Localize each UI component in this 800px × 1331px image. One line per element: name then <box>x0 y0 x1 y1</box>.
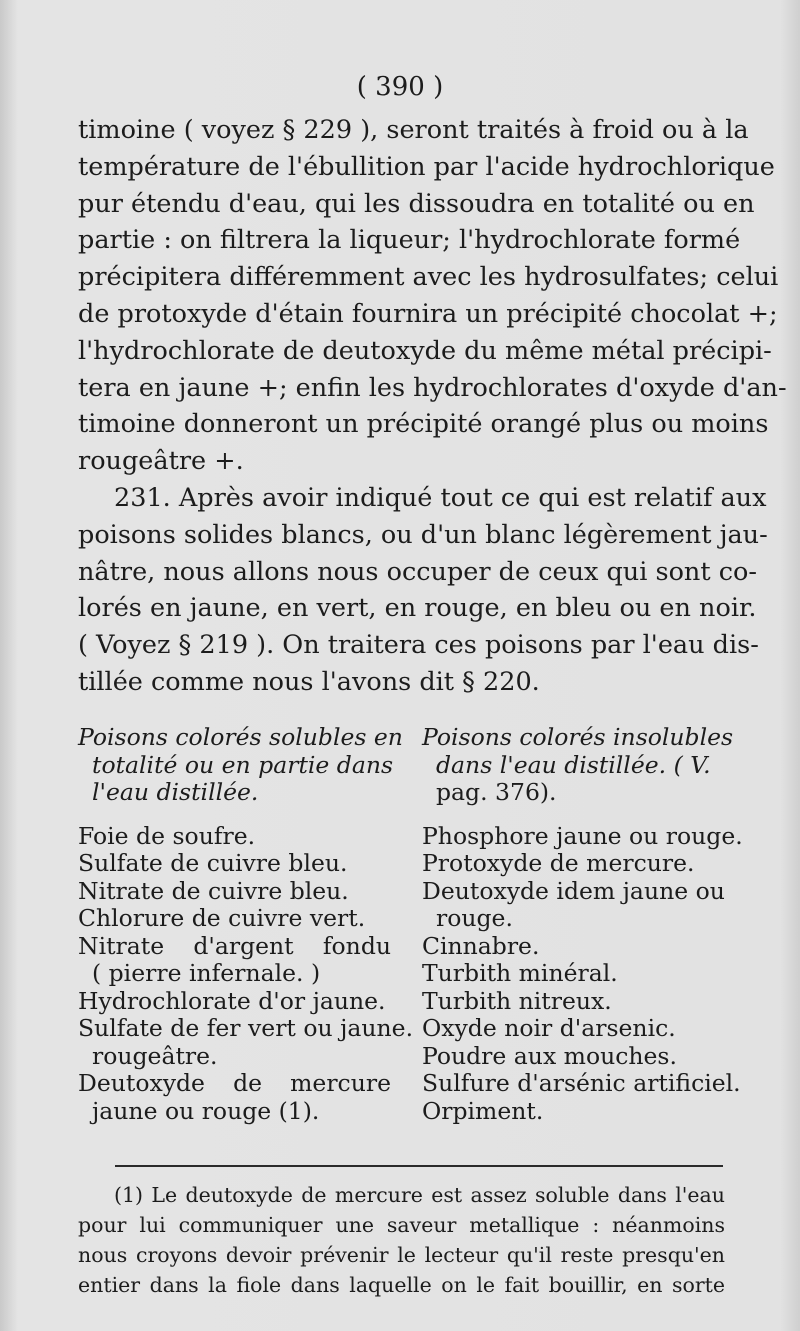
heading-line: l'eau distillée. <box>92 778 259 806</box>
text-line: pur étendu d'eau, qui les dissoudra en totalité ou en <box>78 188 755 219</box>
list-item: rouge. <box>436 904 513 932</box>
list-item: Nitrate d'argent fondu <box>78 931 391 960</box>
heading-line: totalité ou en partie dans <box>92 750 394 779</box>
heading-line: Poisons colorés solubles en <box>78 723 403 751</box>
list-item: Chlorure de cuivre vert. <box>78 904 366 932</box>
heading-line: pag. 376). <box>436 778 557 806</box>
text-line: tera en jaune +; enfin les hydrochlorates d'oxyde d'an- <box>78 372 787 403</box>
list-item: jaune ou rouge (1). <box>92 1096 320 1125</box>
main-text <box>78 112 787 701</box>
list-item: Deutoxyde idem jaune ou <box>422 876 725 905</box>
list-item: rougeâtre. <box>92 1041 218 1070</box>
list-item: Oxyde noir d'arsenic. <box>422 1014 676 1042</box>
list-item: Foie de soufre. <box>78 821 256 850</box>
footnote-line: (1) Le deutoxyde de mercure est assez soluble dans l'eau <box>114 1183 725 1207</box>
text-line: partie : on filtrera la liqueur; l'hydrochlorate formé <box>78 225 741 256</box>
poison-table <box>78 723 743 1125</box>
text-line: 231. Après avoir indiqué tout ce qui est relatif aux <box>114 482 767 513</box>
text-line: température de l'ébullition par l'acide hydrochlorique <box>78 151 775 182</box>
paragraph-231 <box>78 480 768 701</box>
text-line: nâtre, nous allons nous occuper de ceux qui sont co- <box>78 556 757 587</box>
page-number: ( 390 ) <box>356 72 444 102</box>
footnote-line: nous croyons devoir prévenir le lecteur qu'il reste presqu'en <box>78 1243 725 1267</box>
text-line: ( Voyez § 219 ). On traitera ces poisons par l'eau dis- <box>78 630 759 661</box>
heading-line: dans l'eau distillée. ( V. <box>436 750 711 779</box>
list-item: Poudre aux mouches. <box>422 1041 677 1070</box>
list-item: Orpiment. <box>422 1096 544 1125</box>
text-line: précipitera différemment avec les hydrosulfates; celui <box>78 262 779 293</box>
list-item: Phosphore jaune ou rouge. <box>422 821 743 850</box>
text-line: de protoxyde d'étain fournira un précipité chocolat +; <box>78 298 778 329</box>
text-line: timoine donneront un précipité orangé plus ou moins <box>78 409 769 440</box>
insoluble-column <box>422 723 743 1125</box>
footnote-line: pour lui communiquer une saveur metallique : néanmoins <box>78 1213 725 1237</box>
heading-line: Poisons colorés insolubles <box>422 723 734 751</box>
list-item: Deutoxyde de mercure <box>78 1069 391 1097</box>
list-item: Hydrochlorate d'or jaune. <box>78 986 386 1015</box>
list-item: ( pierre infernale. ) <box>92 959 321 987</box>
list-item: Turbith minéral. <box>422 959 618 987</box>
list-item: Turbith nitreux. <box>422 986 612 1015</box>
footnote <box>78 1180 725 1300</box>
paragraph-continuation <box>78 112 787 480</box>
list-item: Cinnabre. <box>422 931 540 960</box>
text-line: tillée comme nous l'avons dit § 220. <box>78 666 540 697</box>
list-item: Sulfate de cuivre bleu. <box>78 849 348 877</box>
list-item: Nitrate de cuivre bleu. <box>78 876 349 905</box>
list-item: Sulfate de fer vert ou jaune. <box>78 1014 414 1042</box>
text-line: timoine ( voyez § 229 ), seront traités à froid ou à la <box>78 115 749 145</box>
text-line: lorés en jaune, en vert, en rouge, en bleu ou en noir. <box>78 593 757 624</box>
list-item: Protoxyde de mercure. <box>422 849 695 877</box>
insoluble-heading <box>422 723 734 807</box>
soluble-heading <box>78 723 403 807</box>
footnote-line: entier dans la fiole dans laquelle on le fait bouillir, en sorte <box>78 1273 725 1297</box>
text-line: poisons solides blancs, ou d'un blanc légèrement jau- <box>78 519 768 550</box>
text-line: rougeâtre +. <box>78 446 244 477</box>
text-line: l'hydrochlorate de deutoxyde du même métal précipi- <box>78 335 772 366</box>
soluble-column <box>78 723 414 1125</box>
list-item: Sulfure d'arsénic artificiel. <box>422 1069 741 1097</box>
footnote-divider <box>115 1165 723 1167</box>
